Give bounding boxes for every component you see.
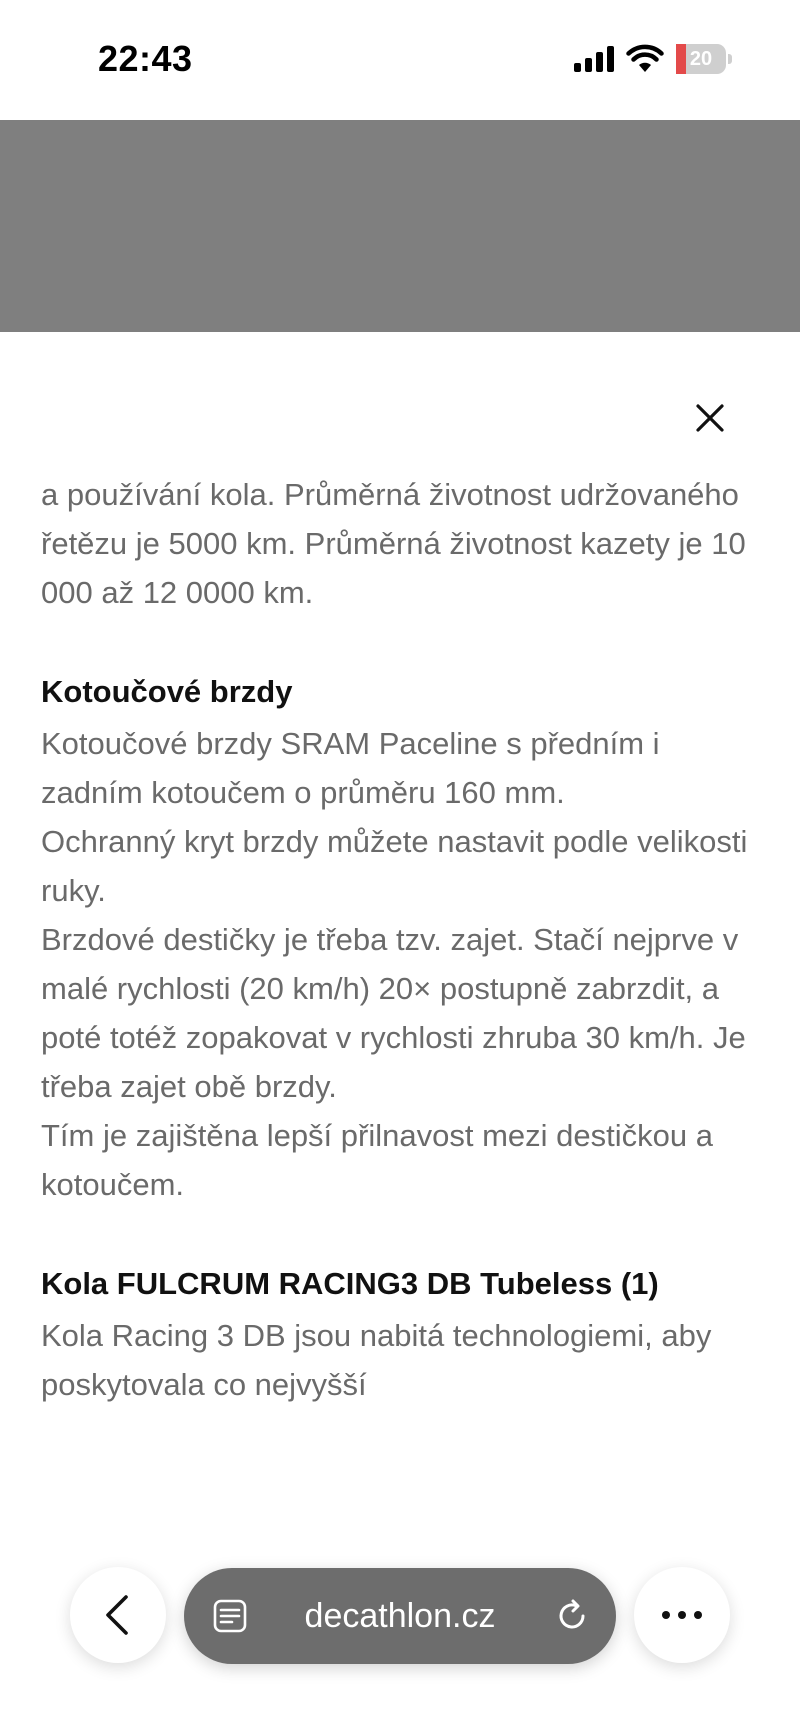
paragraph-brakes-1: Kotoučové brzdy SRAM Paceline s předním i zadním kotoučem o průměru 160 mm. [41, 726, 660, 810]
paragraph-brakes-3: Brzdové destičky je třeba tzv. zajet. Stačí nejprve v malé rychlosti (20 km/h) 20× postupně zabrzdit, a poté totéž zopakovat v rychlosti zhruba 30 km/h. Je třeba zajet obě brzdy. [41, 922, 746, 1104]
battery-body [676, 44, 726, 74]
paragraph-chain-lifetime: a používání kola. Průměrná životnost udržovaného řetězu je 5000 km. Průměrná životnost kazety je 10 000 až 12 0000 km. [41, 477, 746, 610]
paragraph-brakes-4: Tím je zajištěna lepší přilnavost mezi destičkou a kotoučem. [41, 1118, 713, 1202]
more-icon [658, 1605, 706, 1625]
status-time: 22:43 [98, 38, 193, 79]
url-text: decathlon.cz [304, 1597, 496, 1635]
status-bar [0, 0, 800, 120]
sheet-scroll-content[interactable] [0, 477, 800, 1550]
paragraph-wheels-1: Kola Racing 3 DB jsou nabitá technologiemi, aby poskytovala co nejvyšší [41, 1318, 712, 1402]
battery-level-text: 20 [689, 48, 713, 70]
battery-tip [728, 54, 732, 64]
battery-icon [676, 44, 732, 74]
chevron-left-icon [98, 1593, 138, 1637]
cellular-signal-icon [574, 46, 616, 72]
section-heading-wheels: Kola FULCRUM RACING3 DB Tubeless (1) [41, 1266, 659, 1301]
wifi-icon [626, 44, 664, 74]
address-bar[interactable] [184, 1568, 616, 1664]
more-button[interactable] [634, 1567, 730, 1663]
dimmed-backdrop[interactable] [0, 120, 800, 332]
close-icon [686, 394, 734, 442]
back-button[interactable] [70, 1567, 166, 1663]
sheet-text [41, 470, 761, 1409]
close-button[interactable] [686, 394, 734, 442]
reload-icon[interactable] [552, 1596, 592, 1636]
section-heading-disc-brakes: Kotoučové brzdy [41, 674, 293, 709]
paragraph-brakes-2: Ochranný kryt brzdy můžete nastavit podle velikosti ruky. [41, 824, 748, 908]
bottom-fade [0, 1500, 800, 1560]
